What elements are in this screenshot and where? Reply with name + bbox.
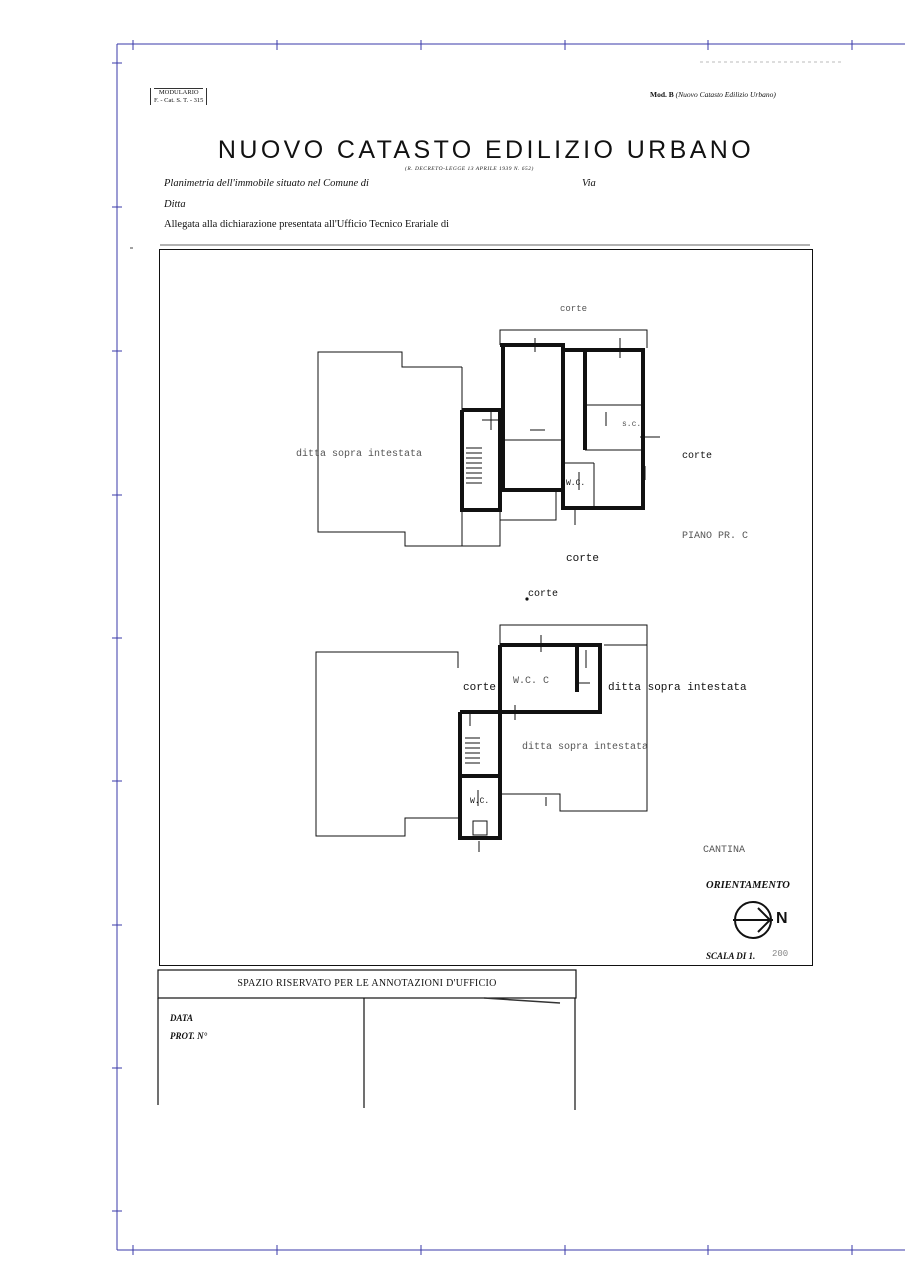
- scale-value: 200: [772, 949, 789, 959]
- upper-corte-right: corte: [682, 451, 713, 462]
- document-title: NUOVO CATASTO EDILIZIO URBANO: [217, 136, 755, 164]
- corte-middle-label: corte: [566, 553, 600, 565]
- corte-lower-top-label: corte: [528, 589, 559, 600]
- upper-corte-top: corte: [560, 304, 588, 314]
- lower-room-label: W.C. C: [513, 676, 550, 687]
- lower-corte-left-label: corte: [463, 682, 497, 694]
- via-label: Via: [582, 178, 596, 189]
- decree-reference: (R. DECRETO-LEGGE 13 APRILE 1939 N. 652): [405, 166, 534, 172]
- modulario-line2: F. - Cat. S. T. - 315: [154, 97, 204, 104]
- lower-wc-label: W.C.: [470, 797, 490, 806]
- scale-label: SCALA DI 1.: [706, 951, 756, 961]
- office-data-label: DATA: [170, 1013, 194, 1023]
- model-prefix: Mod. B: [650, 90, 674, 99]
- orientation-label: ORIENTAMENTO: [706, 880, 790, 891]
- ditta-label: Ditta: [164, 199, 186, 210]
- planimetria-label: Planimetria dell'immobile situato nel Comune di: [164, 178, 369, 189]
- upper-wc-label: W.C.: [566, 479, 586, 488]
- modulario-line1: MODULARIO: [154, 88, 203, 97]
- north-indicator: N: [776, 910, 788, 927]
- upper-ditta-left: ditta sopra intestata: [296, 449, 423, 460]
- office-prot-label: PROT. N°: [170, 1031, 208, 1041]
- office-annotations-title: SPAZIO RISERVATO PER LE ANNOTAZIONI D'UFFICIO: [237, 978, 497, 989]
- model-name: (Nuovo Catasto Edilizio Urbano): [675, 90, 776, 99]
- lower-ditta-right-label: ditta sopra intestata: [608, 682, 747, 694]
- upper-room-label: s.c.: [622, 420, 642, 429]
- lower-ditta-middle-label: ditta sopra intestata: [522, 742, 649, 753]
- upper-floor-label: PIANO PR. C: [682, 531, 749, 542]
- cantina-label: CANTINA: [703, 845, 746, 856]
- allegata-label: Allegata alla dichiarazione presentata all'Ufficio Tecnico Erariale di: [164, 219, 450, 230]
